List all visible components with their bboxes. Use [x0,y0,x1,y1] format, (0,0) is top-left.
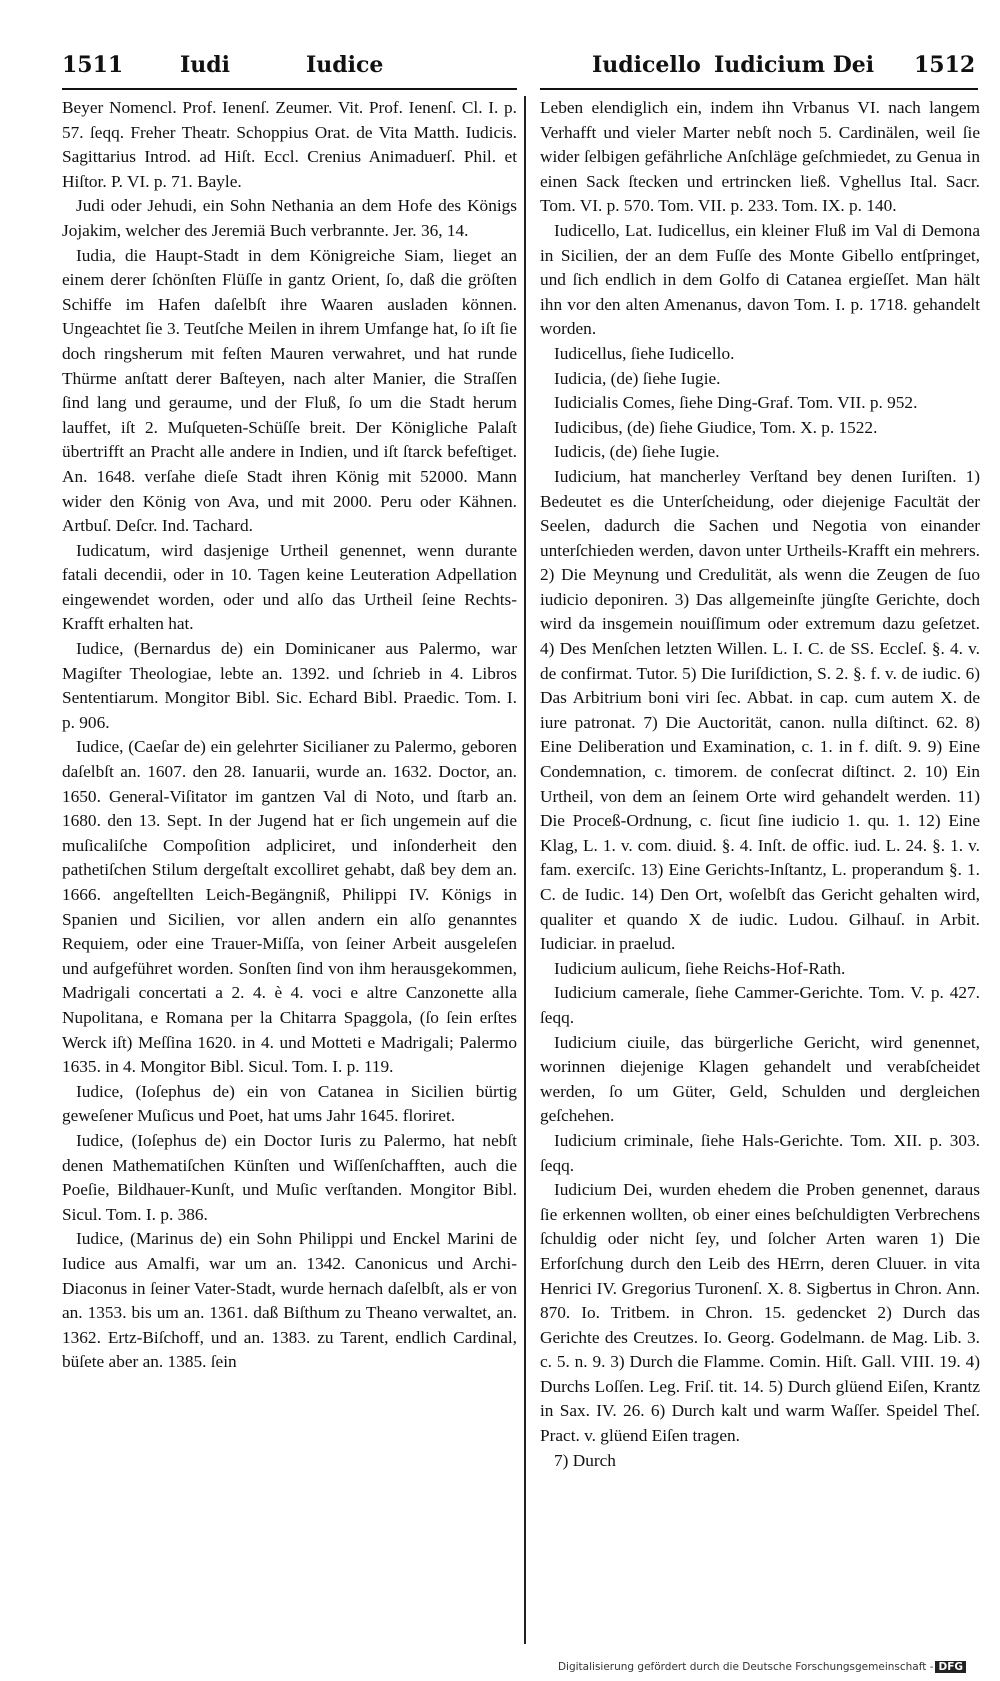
entry-paragraph: Beyer Nomencl. Prof. Ienenſ. Zeumer. Vit. Prof. Ienenſ. Cl. I. p. 57. ſeqq. Freher Theatr. Schoppius Orat. de Vita Matth. Iudicis. Sagittarius Introd. ad Hiſt. Eccl. Crenius Animaduerſ. Phil. et Hiſtor. P. VI. p. 71. Bayle. [62,98,517,191]
entry-paragraph: Iudice, (Ioſephus de) ein Doctor Iuris zu Palermo, hat nebſt denen Mathematiſchen Künſten und Wiſſenſchafften, auch die Poeſie, Bildhauer-Kunſt, und Muſic verſtanden. Mongitor Bibl. Sicul. Tom. I. p. 386. [62,1130,517,1224]
page-number-left: 1511 [62,52,124,78]
entry-paragraph: Iudice, (Marinus de) ein Sohn Philippi und Enckel Marini de Iudice aus Amalfi, war um an. 1342. Canonicus und Archi-Diaconus in ſeiner Vater-Stadt, wurde hernach daſelbſt, als er von an. 1353. bis um an. 1361. daß Biſthum zu Theano verwaltet, an. 1362. Ertz-Biſchoff, und an. 1383. zu Tarent, endlich Cardinal, büſete aber an. 1385. ſein [62,1229,517,1372]
entry-paragraph: Iudice, (Bernardus de) ein Dominicaner aus Palermo, war Magiſter Theologiae, lebte an. 1392. und ſchrieb in 4. Libros Sententiarum. Mongitor Bibl. Sic. Echard Bibl. Praedic. Tom. I. p. 906. [62,639,517,732]
entry-paragraph: Iudicatum, wird dasjenige Urtheil genennet, wenn durante fatali decendii, oder in 10. Tagen keine Leuteration Adpellation eingewendet worden, oder und alſo das Urtheil ſeine Rechts-Krafft erhalten hat. [62,540,517,634]
entry-paragraph: Iudicium ciuile, das bürgerliche Gericht, wird genennet, worinnen diejenige Klagen gehandelt und verabſcheidet werden, ſo um Güter, Geld, Schulden und dergleichen geſchehen. [540,1032,980,1126]
header-catchword-left-2: Iudice [306,52,384,78]
entry-paragraph: Leben elendiglich ein, indem ihn Vrbanus VI. nach langem Verhafft und vieler Marter nebſt noch 5. Cardinälen, weil ſie wider ſelbigen gefährliche Anſchläge geſchmiedet, zu Genua in einen Sack ſtecken und ertrincken ließ. Vghellus Ital. Sacr. Tom. VI. p. 570. Tom. VII. p. 233. Tom. IX. p. 140. [540,98,980,216]
entry-paragraph: Iudicium aulicum, ſiehe Reichs-Hof-Rath. [554,958,846,978]
entry-paragraph: Iudicium criminale, ſiehe Hals-Gerichte. Tom. XII. p. 303. ſeqq. [540,1130,980,1175]
entry-paragraph: Iudicia, (de) ſiehe Iugie. [554,368,721,388]
page-number-right: 1512 [914,52,976,78]
entry-paragraph: Iudicium camerale, ſiehe Cammer-Gerichte. Tom. V. p. 427. ſeqq. [540,983,980,1027]
entry-paragraph: Iudicello, Lat. Iudicellus, ein kleiner Fluß im Val di Demona in Sicilien, der an dem Fuſſe des Monte Gibello entſpringet, und ſich endlich in dem Golfo di Catanea ergieſſet. Man hält ihn vor den alten Amenanus, davon Tom. I. p. 1718. gehandelt worden. [540,220,980,339]
digitization-credit [558,1661,966,1673]
left-column [62,96,517,1375]
entry-paragraph: Iudicium, hat mancherley Verſtand bey denen Iuriſten. 1) Bedeutet es die Unterſcheidung, oder diejenige Facultät der Seelen, dadurch die Sachen und Negotia von einander unterſchieden werden, davon unter Urtheils-Krafft ein mehrers. 2) Die Meynung und Credulität, als wenn die Zeugen de ſuo iudicio deponiren. 3) Das allgemeinſte jüngſte Gerichte, doch wird da insgemein nouiſſimum oder extremum dazu geſetzet. 4) Des Menſchen letzten Willen. L. I. C. de SS. Eccleſ. §. 4. v. de confirmat. Tutor. 5) Die Iuriſdiction, S. 2. §. f. v. de iudic. 6) Das Arbitrium boni viri ſec. Abbat. in cap. cum autem X. de iure patronat. 7) Die Auctorität, canon. nulla diſtinct. 62. 8) Eine Deliberation und Examination, c. 1. in f. diſt. 9. 9) Eine Condemnation, c. timorem. de conſecrat diſtinct. 2. 10) Ein Urtheil, von dem an ſeinem Orte wird gehandelt werden. 11) Die Proceß-Ordnung, c. ſicut ſine iudicio 1. qu. 1. 12) Eine Klag, L. 1. v. com. diuid. §. 4. Inſt. de offic. iud. L. 24. §. 1. v. fam. exerciſc. 13) Eine Gerichts-Inſtantz, L. properandum §. 1. C. de Iudic. 14) Den Ort, woſelbſt das Gericht gehalten wird, qualiter et quando X de iudic. Ludou. Gilhauſ. in Arbit. Iudiciar. in praelud. [540,466,980,954]
entry-paragraph: Iudicium Dei, wurden ehedem die Proben genennet, daraus ſie erkennen wollten, ob einer eines beſchuldigten Verbrechens ſchuldig oder nicht ſey, und ſolcher Arten waren 1) Die Erforſchung durch den Leib des HErrn, deren Cluuer. in vita Henrici IV. Gregorius Turonenſ. X. 8. Sigbertus in Chron. Ann. 870. Io. Tritbem. in Chron. 15. gedencket 2) Durch das Gerichte des Creutzes. Io. Georg. Godelmann. de Mag. Lib. 3. c. 5. n. 9. 3) Durch die Flamme. Comin. Hiſt. Gall. VIII. 19. 4) Durchs Loſſen. Leg. Friſ. tit. 14. 5) Durch glüend Eiſen, Krantz in Sax. IV. 26. 6) Durch kalt und warm Waſſer. Speidel Theſ. Pract. v. glüend Eiſen tragen. [540,1180,980,1446]
header-catchword-right-1: Iudicello [592,52,701,78]
right-column [540,96,980,1473]
dfg-badge: DFG [935,1661,966,1673]
entry-paragraph: Iudicellus, ſiehe Iudicello. [554,343,735,363]
header-catchword-left-1: Iudi [180,52,231,78]
header-catchword-right-2: Iudicium Dei [714,52,875,78]
entry-paragraph: Judi oder Jehudi, ein Sohn Nethania an dem Hofe des Königs Jojakim, welcher des Jeremiä Buch verbrannte. Jer. 36, 14. [62,196,517,240]
entry-paragraph: Iudicibus, (de) ſiehe Giudice, Tom. X. p. 1522. [554,417,878,437]
entry-paragraph: Iudia, die Haupt-Stadt in dem Königreiche Siam, lieget an einem derer ſchönſten Flüſſe in gantz Orient, ſo, daß die gröſten Schiffe im Hafen daſelbſt ihre Waaren ausladen können. Ungeachtet ſie 3. Teutſche Meilen in ihrem Umfange hat, ſo iſt ſie doch ringsherum mit feſten Mauren verwahret, und hat runde Thürme anſtatt derer Baſteyen, nach alter Manier, die Straſſen ſind lang und geraume, und der Fluß, ſo um die Stadt herum lauffet, iſt 2. Muſqueten-Schüſſe breit. Der Königliche Palaſt übertrifft an Pracht alle andere in Indien, und iſt ſtarck befeſtiget. An. 1648. verſahe dieſe Stadt ihren König mit 52000. Mann wider den König von Ava, und mit 2000. Peru oder Kähnen. Artbuſ. Deſcr. Ind. Tachard. [62,245,517,536]
entry-paragraph: Iudicis, (de) ſiehe Iugie. [554,442,720,462]
header-rule-right [540,88,978,90]
entry-paragraph: Iudice, (Ioſephus de) ein von Catanea in Sicilien bürtig geweſener Muſicus und Poet, hat ums Jahr 1645. floriret. [62,1081,517,1126]
column-divider [524,96,526,1644]
header-rule-left [62,88,517,90]
entry-paragraph: 7) Durch [554,1450,616,1470]
entry-paragraph: Iudicialis Comes, ſiehe Ding-Graf. Tom. VII. p. 952. [554,393,918,413]
credit-text: Digitalisierung gefördert durch die Deutsche Forschungsgemeinschaft - [557,1661,934,1673]
entry-paragraph: Iudice, (Caeſar de) ein gelehrter Sicilianer zu Palermo, geboren daſelbſt an. 1607. den 28. Ianuarii, wurde an. 1632. Doctor, an. 1650. General-Viſitator im gantzen Val di Noto, und ſtarb an. 1680. den 13. Sept. In der Jugend hat er ſich ungemein auf die muſicaliſche Compoſition adpliciret, und inſonderheit den pathetiſchen Stilum dergeſtalt excolliret gehabt, daß bey dem an. 1666. angeſtellten Leich-Begängniß, Philippi IV. Königs in Spanien und Sicilien, vor allen andern ein alſo genanntes Requiem, oder eine Trauer-Miſſa, von ſeiner Arbeit ausgeleſen und aufgeführet worden. Sonſten ſind von ihm herausgekommen, Madrigali concertati a 2. 4. è 4. voci e altre Canzonette alla Nupolitana, e Romana per la Chitarra Spaggola, (ſo ſein erſtes Werck iſt) Meſſina 1620. in 4. und Motteti e Madrigali; Palermo 1635. in 4. Mongitor Bibl. Sicul. Tom. I. p. 119. [62,737,517,1077]
